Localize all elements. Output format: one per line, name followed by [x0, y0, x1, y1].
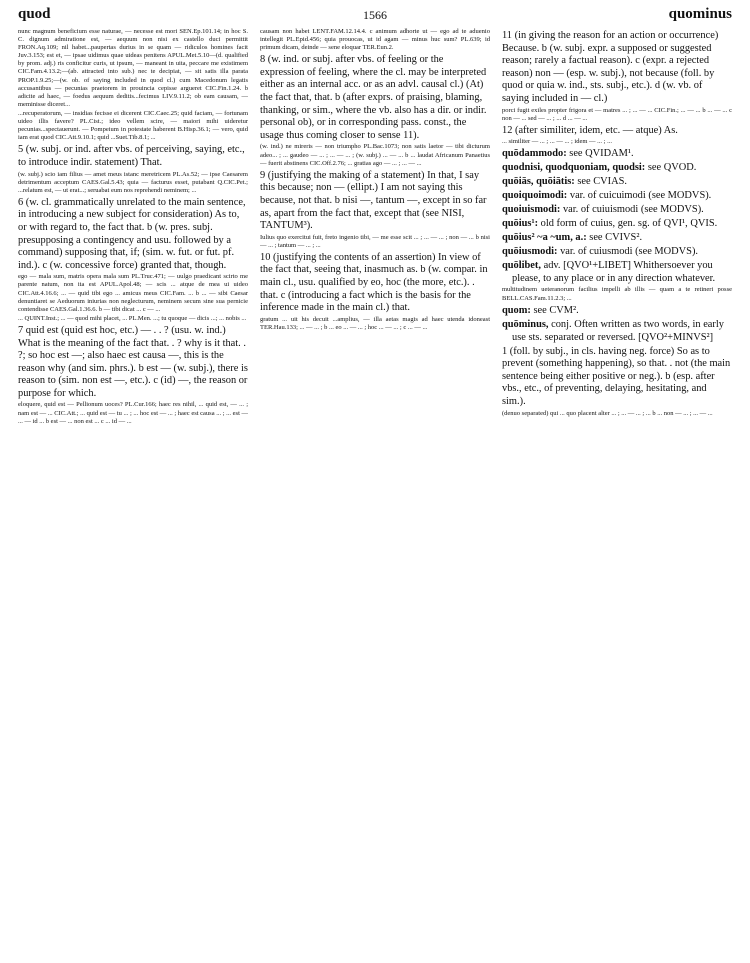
citation-paragraph: ego — mala sum, matris opera mala sum PL.Truc.471; — uulgo praedicant scirto me parente natum, non ita est APUL.Apol.48; — scis ... atque de mea ui uideo CIC.Att.4.16.6; ... — quid tibi ego ... amicus meus CIC.Fam. ... b ... — sibi Caesar denuntiaret se Aeduorum iniurias non neglecturum, neminem secum sine sua pernicie contendisse CAES.Gal.1.36.6. b — tibi dicat ... c — ...	[18, 273, 248, 313]
citation-paragraph: nunc magnum beneficium esse naturae, — necesse est mori SEN.Ep.101.14; in hoc S. C. dignum admiratione est, — aequum non nisi ex castello duci permittit FRON.Aq.109; nil habet...paupertas durius in se quam — ridiculos homines facit Juv.3.153; est et, — ipsae uidimus quae uideas penitens APUL.Met.5.10—(d. qualified by prom. adj.) ris conficitur curis, ut ipsum, — maneant in uita, peccare me existimem CIC.Fam.4.13.2;—(ab. attracted into sub.) nec te decipiat, — sit satis illa parata PROP.1.9.25;—(w. ob. of saying included in quod cl.) cum Macedonum legatis accusantibus — pecunias praetorem in prouincia cepisse argueret CIC.Fin.1.24. b adicite ad haec, — foedus aequum deditis...fecimus LIV.9.11.2; ob eam causam, — meminisse diceret...	[18, 28, 248, 108]
citation-paragraph: eloquere, quid est — Pellionum uoces? PL.Cur.166; haec res nihil, ... quid est, — ... ; nam est — ... CIC.Att.; ... quid est — tu ... ; ... hoc est — ... ; haec est causa ... ; ... est — ... — id ... b est — ... non est ... c ... id — ...	[18, 401, 248, 425]
sense-definition: 5 (w. subj. or ind. after vbs. of perceiving, saying, etc., to introduce indir. statement) That.	[18, 144, 245, 168]
entry-headword: quōius² ~a ~um, a.:	[502, 232, 587, 244]
page-number: 1566	[363, 8, 387, 22]
citation-paragraph: (denuo separated) qui ... quo placent alter ... ; ... — ... ; ... b ... non — ... ; ... — ...	[502, 409, 713, 417]
entry-definition: see CVIAS.	[577, 176, 628, 188]
dictionary-entry	[502, 147, 732, 160]
dictionary-entry	[502, 231, 732, 244]
sense-definition: 9 (justifying the making of a statement) In that, I say this because; non — (ellipt.) I am not saying this because, not that. b nisi —, tantum —, except in so far as, apart from the fact that, except that (see NISI, TANTUM³).	[260, 169, 487, 232]
column-1	[18, 28, 248, 958]
sense-definition: 1 (foll. by subj., in cls. having neg. force) So as to prevent (something happening), so that. . not (the main sentence being either positive or neg.). b (esp. after vbs., etc., of preventing, delaying, hesitating, and sim.).	[502, 345, 731, 407]
entry-headword: quōius¹:	[502, 218, 539, 230]
entry-headword: quōiās, quōiātis:	[502, 176, 575, 188]
entry-headword: quoiuismodi:	[502, 204, 561, 216]
sense-definition: 12 (after similiter, idem, etc. — atque) As.	[502, 124, 678, 136]
sense-definition: 10 (justifying the contents of an assertion) In view of the fact that, seeing that, inasmuch as. b (w. compar. in main cl., usu. qualified by eo, hoc (the more, etc.). . that. c (introducing a fact which is the basis for the inference made in the main cl.) that.	[260, 251, 488, 314]
entry-definition: var. of cuiuismodi (see MODVS).	[562, 204, 704, 216]
column-2	[260, 28, 490, 958]
dictionary-entry	[502, 175, 732, 188]
sense-definition: 6 (w. cl. grammatically unrelated to the main sentence, in introducing a new subject for consideration) As to, or with regard to, the fact that. b (w. pres. subj. presupposing a contingency and usu. followed by a command) supposing that, if; (sim. w. fut. or fut. pf. ind.). c (w. concessive force) granted that, though.	[18, 196, 246, 271]
citation-paragraph: gratum ... uit his decuit ...amplius, — illa aetas magis ad haec utenda idoneast TER.Hau.133; ... — ... ; b ... eo ... — ... ; hoc ... — ... ; c ... — ...	[260, 315, 490, 331]
left-guide-word: quod	[18, 6, 51, 22]
citation-paragraph: multitudinem ueteranorum facilius impelli ab illis — quam a te retineri posse BELL.CAS.Fam.11.2.3; ...	[502, 286, 732, 302]
entry-definition: var. of cuicuimodi (see MODVS).	[569, 190, 712, 202]
citation-paragraph: ... similiter — ... ; ... — ... ; idem — ... ; ...	[502, 138, 612, 146]
entry-definition: var. of cuiusmodi (see MODVS).	[560, 246, 699, 258]
entry-headword: quoiquoimodi:	[502, 190, 568, 202]
dictionary-columns	[18, 28, 732, 958]
dictionary-entry	[502, 318, 732, 344]
citation-paragraph: Iulius quo exercitui fuit, freto ingenio tibi, — me esse scit ... ; ... — ... ; non — ... b nisi — ... ; tantum — ... ; ...	[260, 233, 490, 249]
dictionary-entry	[502, 217, 732, 230]
sense-definition: 11 (in giving the reason for an action or occurrence) Because. b (w. subj. expr. a supposed or suggested reason; rarely a factual reason). c (expr. a rejected reason) non — (esp. w. subj.), not because (foll. by quod or quia w. ind., sts. subj., etc.). d (w. vb. of saying included in — cl.)	[502, 30, 719, 104]
dictionary-entry	[502, 304, 732, 317]
entry-definition: conj. Often written as two words, in early use sts. separated or reversed. [QVO²+MINVS²]	[512, 318, 724, 343]
entry-definition: adv. [QVO¹+LIBET] Whithersoever you please, to any place or in any direction whatever.	[512, 260, 716, 285]
entry-headword: quōminus,	[502, 318, 549, 330]
entry-headword: quōiusmodi:	[502, 246, 558, 258]
entry-headword: quom:	[502, 304, 531, 316]
sense-definition: 7 quid est (quid est hoc, etc.) — . . ? (usu. w. ind.) What is the meaning of the fact that. . ? why is it that. . ?; so hoc est —; also haec est causa —, this is the reason why (and sim. phrs.). b est — (w. subj.), there is reason to (sim. non est —, etc.). c (id) —, the reason or purpose for which.	[18, 324, 248, 399]
entry-headword: quōdammodo:	[502, 148, 567, 160]
entry-definition: see QVOD.	[647, 162, 697, 174]
dictionary-entry	[502, 161, 732, 174]
entry-headword: quōlibet,	[502, 260, 541, 272]
citation-paragraph: ...recuperatorum, — insidias fecisse ei dicerent CIC.Caec.25; quid faciam, — fortunam uideo illis favere? PL.Cist.; ideo vellem scire, — maiori mihi uideretur pecunias...spectauerunt. — Pompeium in potestate haberent B.Hisp.36.1; — vero, quid iam erat quod CIC.Att.9.10.1; quid ...Suet.Tib.8.1; ...	[18, 109, 248, 142]
right-guide-word: quominus	[668, 6, 732, 22]
dictionary-entry	[502, 189, 732, 202]
entry-definition: see CVIVS².	[589, 232, 643, 244]
citation-paragraph: ... QUINT.Inst.; ... — quod mihi placet, ... PL.Men. ...; tu quoque — dicis ...; ... nobis ...	[18, 314, 247, 322]
column-3	[502, 28, 732, 958]
entry-headword: quodnisi, quodquoniam, quodsi:	[502, 162, 646, 174]
citation-paragraph: (w. subj.) scio iam filius — amet meus istanc meretricem PL.As.52; — ipse Caesarem detrimentum acceptum CAES.Gal.5.43; quia — facturus esset, putabant Q.CIC.Pet.; ...relatum est, — ut erat...; seruabat eum nos reprehendi neminem; ...	[18, 170, 248, 194]
entry-definition: old form of cuius, gen. sg. of QVI¹, QVIS.	[540, 218, 718, 230]
entry-definition: see QVIDAM¹.	[569, 148, 634, 160]
dictionary-entry	[502, 203, 732, 216]
citation-paragraph: porci fugit exiles propter frigora et — matres ... ; ... — ... CIC.Fin.; ... — ... b ... — ... c non — ... sed — ... ; ... d ... — ...	[502, 106, 732, 122]
entry-definition: see CVM².	[533, 304, 579, 316]
citation-paragraph: (w. ind.) ne mireris — non triumpho PL.Bac.1073; non satis laetor — tibi dicturum adeo... ; ... gaudeo — ... ; ... — ... ; (w. subj.) ... — ... b ... laudat Africanum Panaetius — fuerit abstinens CIC.Off.2.76; ... gratias ago — ... ; ... — ...	[260, 143, 490, 167]
dictionary-entry	[502, 259, 732, 285]
citation-paragraph: causam non habet LENT.FAM.12.14.4. c animum adhorte ut — ego ad te aduenio intellegit PL.Epid.456; quia prouocas, ut id agam — minus huc sum? PL.639; id primum dicam, deinde — sene eloquar TER.Eun.2.	[260, 28, 490, 52]
sense-definition: 8 (w. ind. or subj. after vbs. of feeling or the expression of feeling, where the cl. may be interpreted either as an internal acc. or as an advl. causal cl.) (At) the fact that, that. b (after exprs. of praising, blaming, thanking, or sim., where the vb. also has a dir. or indir. personal ob), or in corresponding pass. const., the usage thus coming closer to sense 11).	[260, 54, 487, 141]
dictionary-entry	[502, 245, 732, 258]
page-header	[18, 6, 732, 28]
